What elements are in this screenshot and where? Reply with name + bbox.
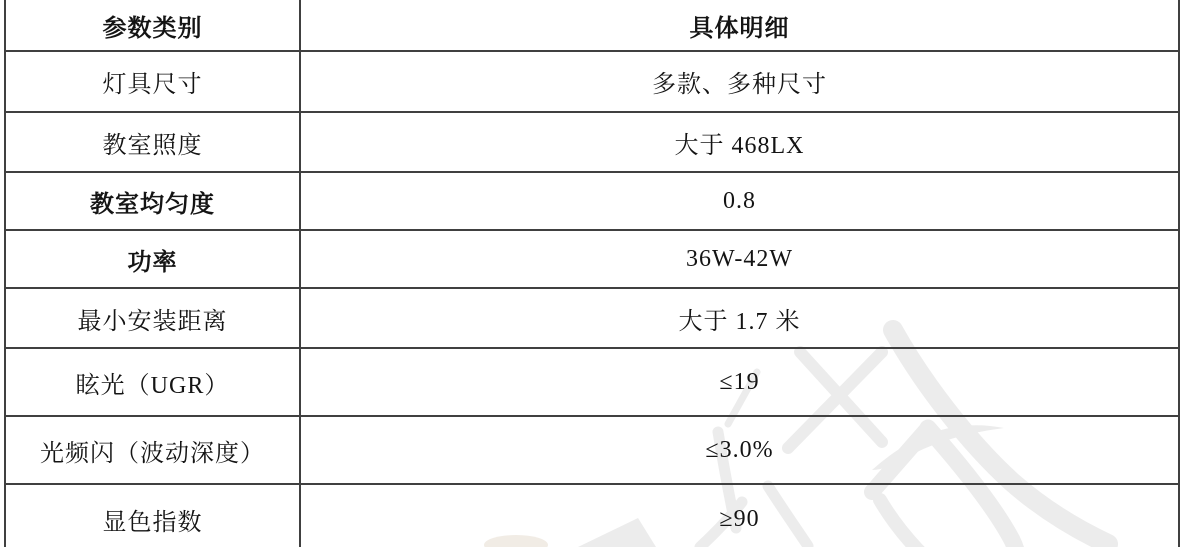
param-cell: 教室均匀度 [5, 172, 300, 230]
table-row [5, 51, 1179, 112]
param-cell: 光频闪（波动深度） [5, 416, 300, 484]
table-row [5, 484, 1179, 547]
spec-table-wrap [4, 0, 1178, 547]
table-row [5, 230, 1179, 288]
detail-cell: 0.8 [300, 172, 1179, 230]
table-header-row [5, 0, 1179, 51]
param-cell: 灯具尺寸 [5, 51, 300, 112]
table-row [5, 348, 1179, 416]
param-cell: 最小安装距离 [5, 288, 300, 348]
param-cell: 眩光（UGR） [5, 348, 300, 416]
detail-cell: ≤19 [300, 348, 1179, 416]
table-row [5, 172, 1179, 230]
table-row [5, 112, 1179, 172]
detail-cell: 大于 1.7 米 [300, 288, 1179, 348]
detail-cell: 多款、多种尺寸 [300, 51, 1179, 112]
header-cell-param: 参数类别 [5, 0, 300, 51]
param-cell: 功率 [5, 230, 300, 288]
spec-table [4, 0, 1180, 547]
detail-cell: ≤3.0% [300, 416, 1179, 484]
detail-cell: 大于 468LX [300, 112, 1179, 172]
table-row [5, 416, 1179, 484]
param-cell: 教室照度 [5, 112, 300, 172]
table-row [5, 288, 1179, 348]
detail-cell: ≥90 [300, 484, 1179, 547]
param-cell: 显色指数 [5, 484, 300, 547]
header-cell-detail: 具体明细 [300, 0, 1179, 51]
detail-cell: 36W-42W [300, 230, 1179, 288]
